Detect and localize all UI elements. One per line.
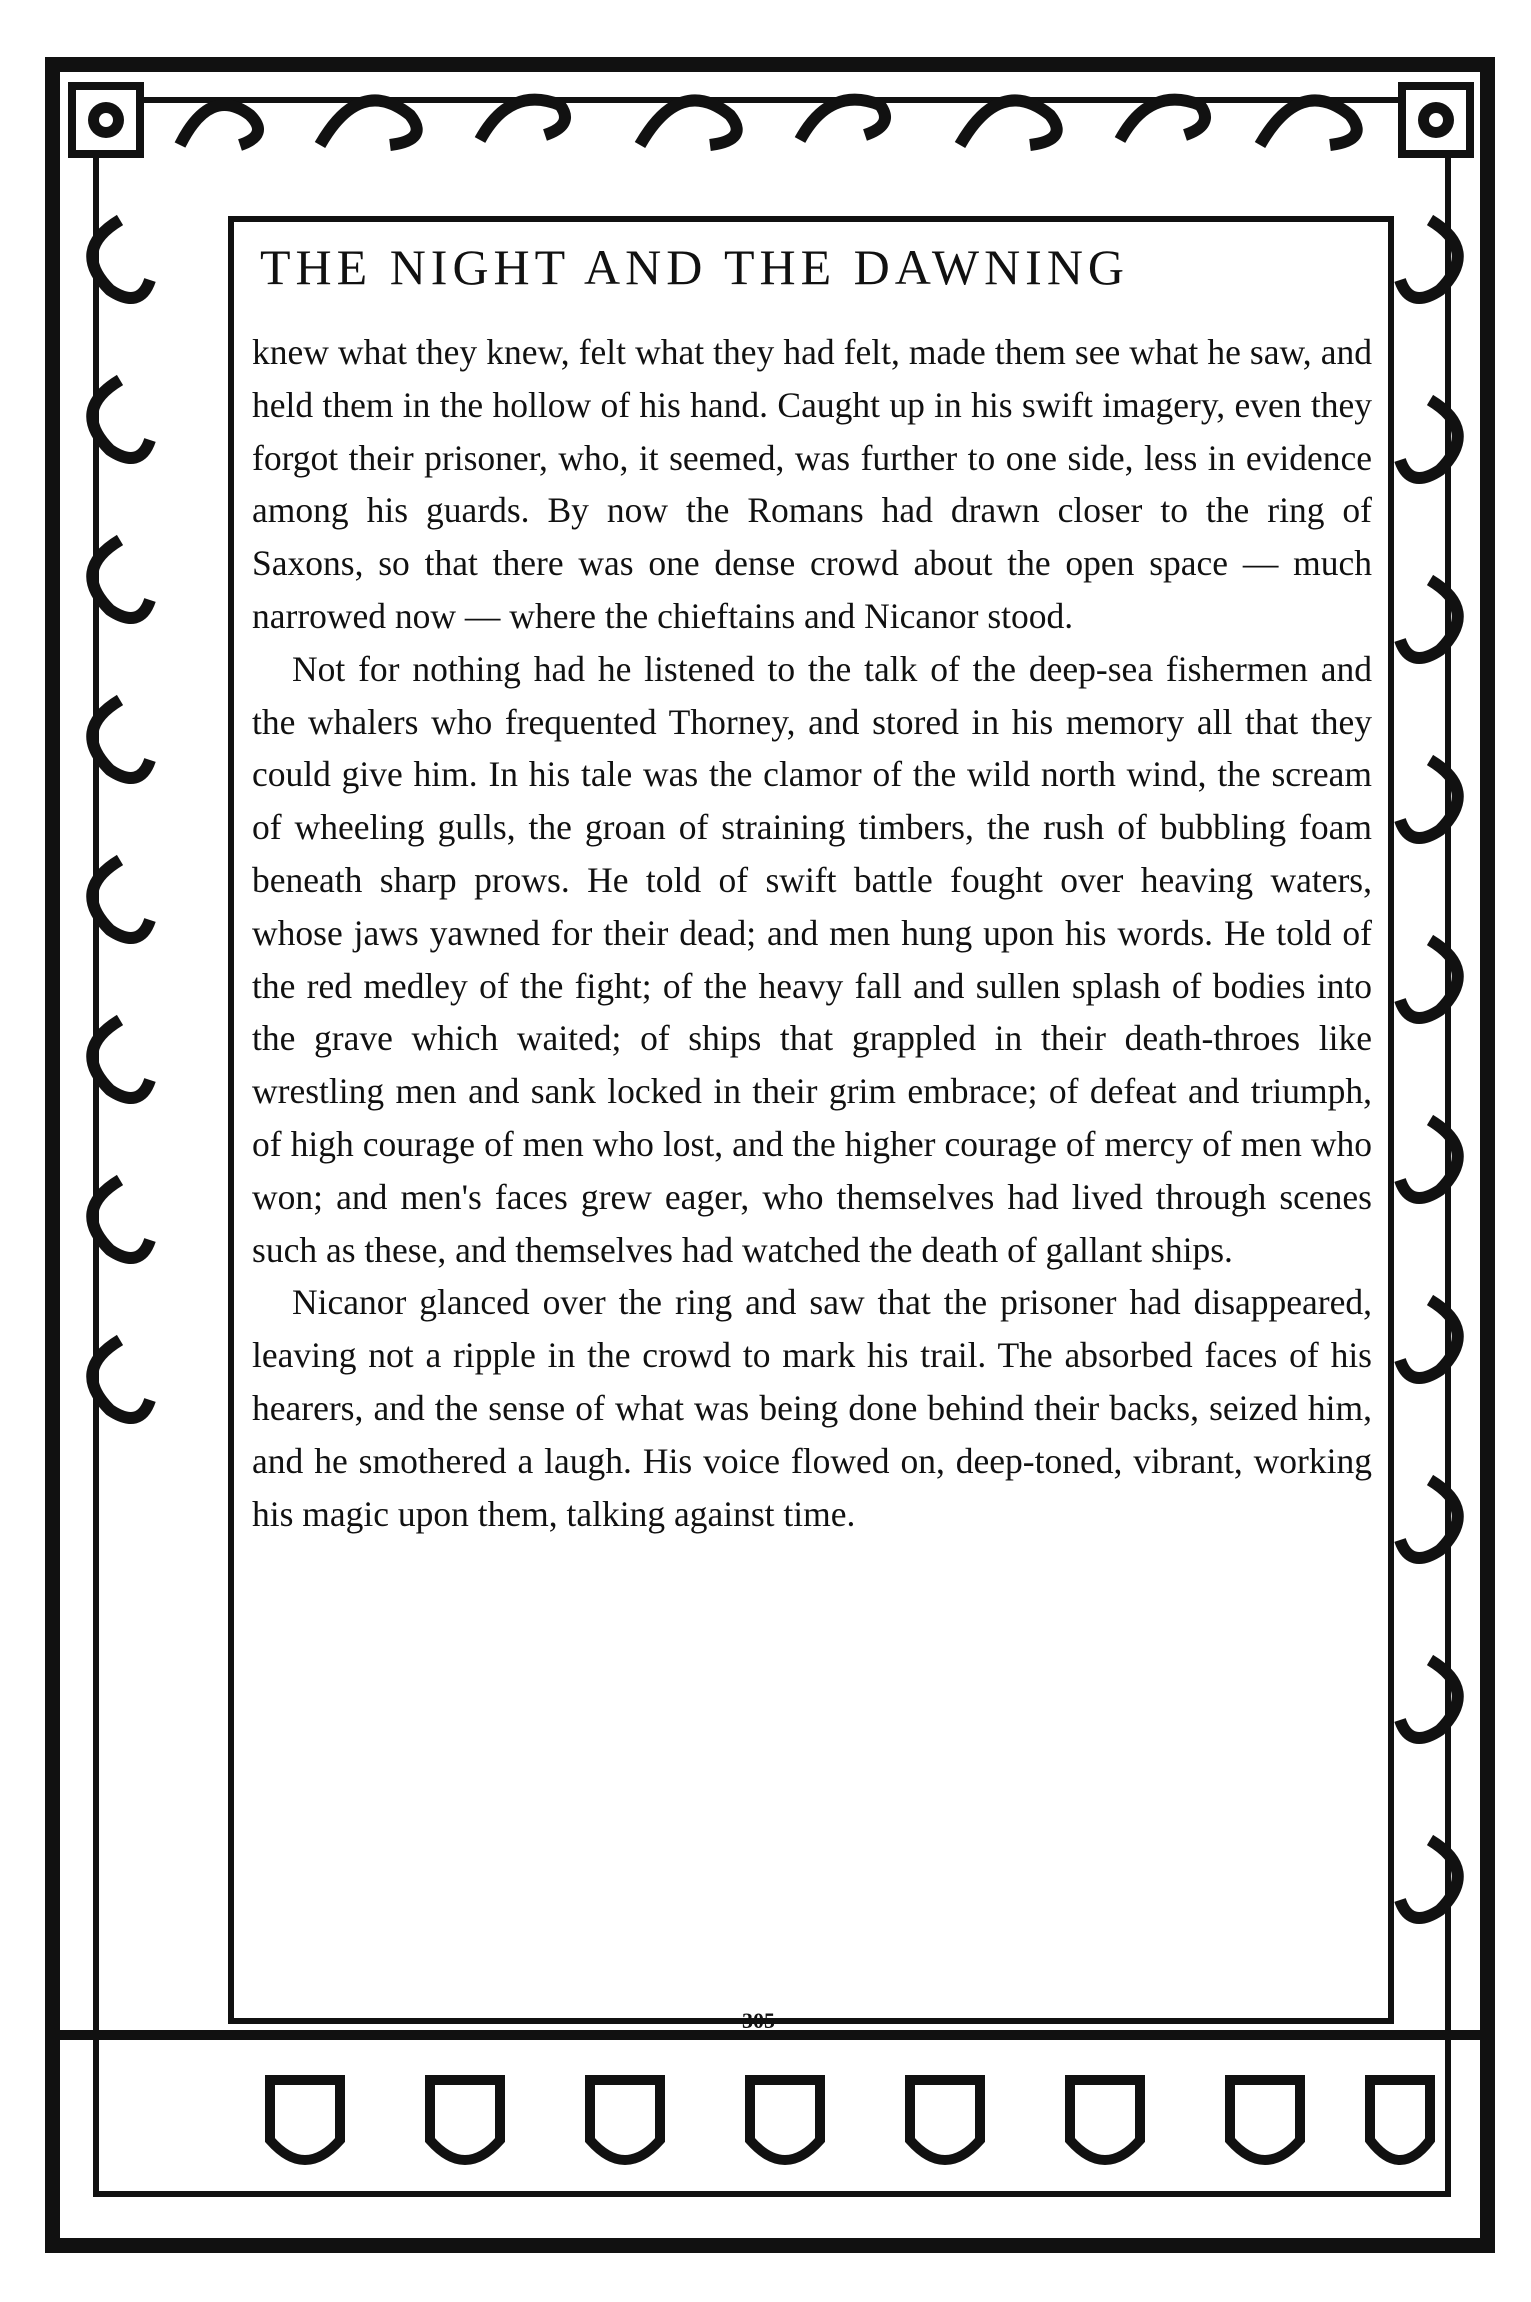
page-title: THE NIGHT AND THE DAWNING	[260, 239, 1130, 295]
paragraph-3: Nicanor glanced over the ring and saw that the prisoner had disappeared, leaving not a ripple in the crowd to mark his trail. The absorbed faces of his hearers, and the sense of what was being done behind their backs, seized him, and he smothered a laugh. His voice flowed on, deep-toned, vibrant, working his magic upon them, talking against time.	[252, 1282, 1372, 1534]
corner-rosette-top-left-icon	[68, 82, 144, 158]
left-scroll-ornament-icon	[92, 220, 150, 1418]
corner-rosette-top-right-icon	[1398, 82, 1474, 158]
bottom-shield-ornament-icon	[270, 2080, 1430, 2160]
text-panel	[228, 216, 1394, 2024]
paragraph-2: Not for nothing had he listened to the talk of the deep-sea fishermen and the whalers who frequented Thorney, and stored in his memory all that they could give him. In his tale was the clamor of the wild north wind, the scream of wheeling gulls, the groan of straining timbers, the rush of bubbling foam beneath sharp prows. He told of swift battle fought over heaving waters, whose jaws yawned for their dead; and men hung upon his words. He told of the red medley of the fight; of the heavy fall and sullen splash of bodies into the grave which waited; of ships that grappled in their death-throes like wrestling men and sank locked in their grim embrace; of defeat and triumph, of high courage of men who lost, and the higher courage of mercy of men who won; and men's faces grew eager, who themselves had lived through scenes such as these, and themselves had watched the death of gallant ships.	[252, 648, 1372, 1270]
top-scroll-ornament-icon	[180, 100, 1357, 145]
page-number: 305	[742, 2008, 775, 2033]
body-text	[252, 326, 1372, 1540]
paragraph-1: knew what they knew, felt what they had felt, made them see what he saw, and held them in the hollow of his hand. Caught up in his swift imagery, even they forgot their prisoner, who, it seemed, was further to one side, less in evidence among his guards. By now the Romans had drawn closer to the ring of Saxons, so that there was one dense crowd about the open space — much narrowed now — where the chieftains and Nicanor stood.	[252, 332, 1372, 636]
